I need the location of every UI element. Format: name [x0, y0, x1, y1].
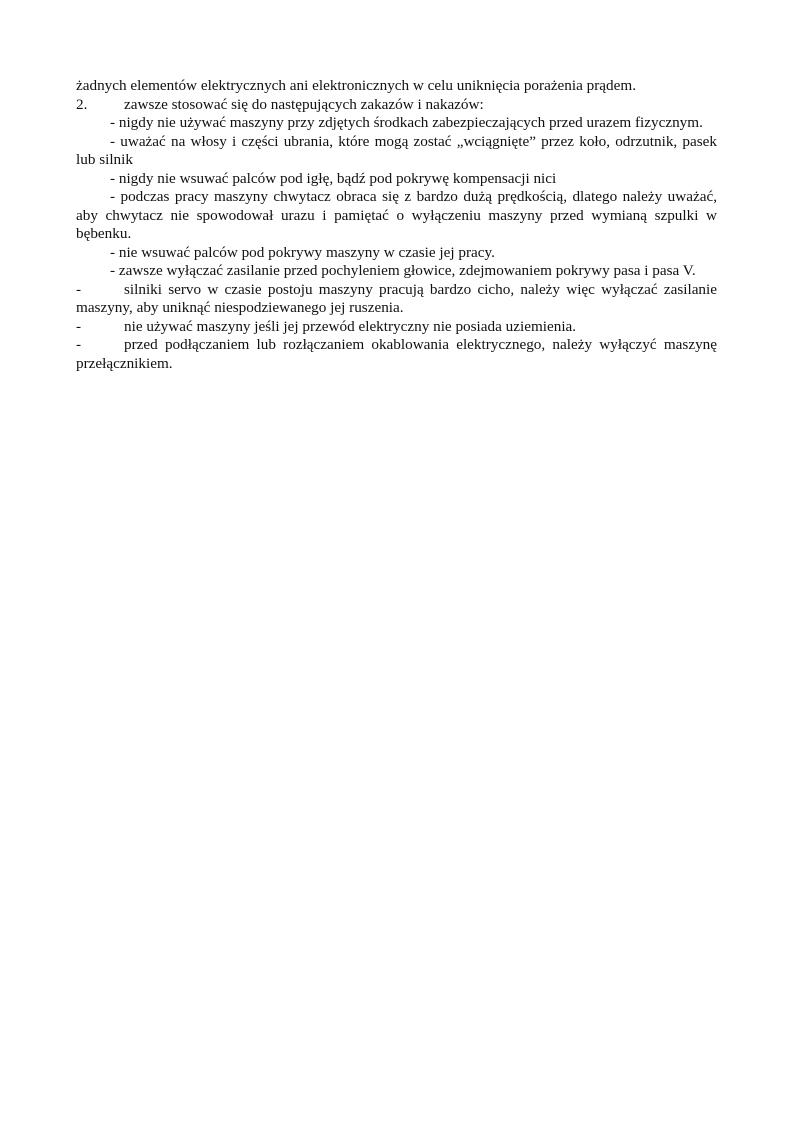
- dash-item-wiring: [76, 336, 717, 373]
- list-number: 2.: [76, 95, 88, 113]
- dash-item-servo: [76, 281, 717, 318]
- dash-marker: -: [76, 336, 82, 353]
- document-page: [76, 77, 717, 373]
- numbered-item-2: [76, 96, 717, 115]
- dash-item-grounding: [76, 318, 717, 337]
- dash-marker: -: [76, 317, 82, 335]
- list-item-text: zawsze stosować się do następujących zakazów i nakazów:: [124, 95, 484, 113]
- paragraph-text: żadnych elementów elektrycznych ani elektronicznych w celu uniknięcia porażenia prądem.: [76, 77, 636, 94]
- sub-item-needle: [76, 170, 717, 189]
- sub-item-power-off: [76, 262, 717, 281]
- sub-item-covers: [76, 244, 717, 263]
- sub-item-hair-clothing: [76, 133, 717, 170]
- sub-item-hook: [76, 188, 717, 244]
- dash-item-text: nie używać maszyny jeśli jej przewód elektryczny nie posiada uziemienia.: [124, 317, 577, 335]
- sub-item-text: - nigdy nie używać maszyny przy zdjętych środkach zabezpieczających przed urazem fizycznym.: [110, 114, 703, 131]
- sub-item-text: - nie wsuwać palców pod pokrywy maszyny w czasie jej pracy.: [110, 243, 495, 261]
- sub-item-text: - nigdy nie wsuwać palców pod igłę, bądź pod pokrywę kompensacji nici: [110, 169, 557, 187]
- sub-item-text: - zawsze wyłączać zasilanie przed pochyleniem głowice, zdejmowaniem pokrywy pasa i pasa V.: [110, 262, 696, 279]
- dash-item-text: przed podłączaniem lub rozłączaniem okablowania elektrycznego, należy wyłączyć maszynę przełącznikiem.: [76, 336, 717, 372]
- dash-item-text: silniki servo w czasie postoju maszyny pracują bardzo cicho, należy więc wyłączać zasilanie maszyny, aby uniknąć niespodziewanego jej ruszenia.: [76, 280, 717, 316]
- sub-item-text: - podczas pracy maszyny chwytacz obraca się z bardzo dużą prędkością, dlatego należy uważać, aby chwytacz nie spowodował urazu i pamiętać o wyłączeniu maszyny przed wymianą szpulki w bębenku.: [76, 188, 717, 242]
- sub-item-text: - uważać na włosy i części ubrania, które mogą zostać „wciągnięte” przez koło, odrzutnik, pasek lub silnik: [76, 132, 717, 168]
- dash-marker: -: [76, 280, 82, 298]
- sub-item-guards: [76, 114, 717, 133]
- paragraph-continuation: [76, 77, 717, 96]
